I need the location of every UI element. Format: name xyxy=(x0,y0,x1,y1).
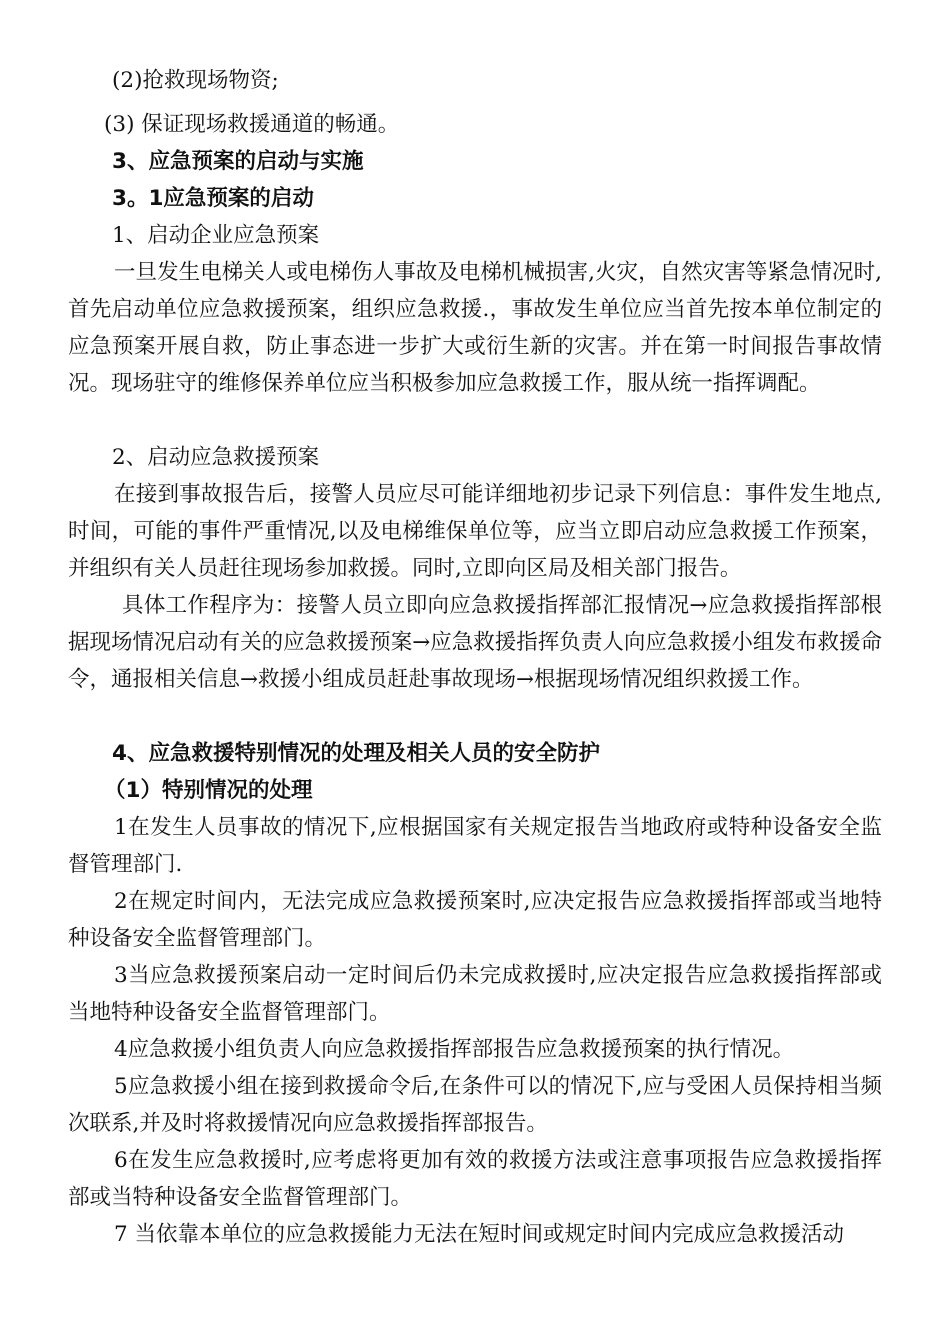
list-item-2: (2)抢救现场物资; xyxy=(112,68,279,93)
list-item-4: 4应急救援小组负责人向应急救援指挥部报告应急救援预案的执行情况。 xyxy=(114,1037,795,1062)
subsection-heading-special: （1）特别情况的处理 xyxy=(104,778,313,803)
list-item-3-unfinished: 3当应急救援预案启动一定时间后仍未完成救援时,应决定报告应急救援指挥部或当地特种设备安全监督管理部门。 xyxy=(68,963,882,1025)
list-item-7: 7 当依靠本单位的应急救援能力无法在短时间或规定时间内完成应急救援活动 xyxy=(114,1222,845,1247)
list-item-3: (3) 保证现场救援通道的畅通。 xyxy=(104,112,400,137)
item-heading-2: 2、启动应急救援预案 xyxy=(112,445,320,470)
item-heading-1: 1、启动企业应急预案 xyxy=(112,223,320,248)
paragraph-accident-report: 在接到事故报告后，接警人员应尽可能详细地初步记录下列信息：事件发生地点,时间，可能的事件严重情况,以及电梯维保单位等，应当立即启动应急救援工作预案，并组织有关人员赶往现场参加救援。同时,立即向区局及相关部门报告。 xyxy=(68,482,882,581)
paragraph-work-procedure: 具体工作程序为：接警人员立即向应急救援指挥部汇报情况→应急救援指挥部根据现场情况启动有关的应急救援预案→应急救援指挥负责人向应急救援小组发布救援命令，通报相关信息→救援小组成员赶赴事故现场→根据现场情况组织救援工作。 xyxy=(68,593,882,692)
list-item-2-timeout: 2在规定时间内，无法完成应急救援预案时,应决定报告应急救援指挥部或当地特种设备安全监督管理部门。 xyxy=(68,889,882,951)
list-item-5: 5应急救援小组在接到救援命令后,在条件可以的情况下,应与受困人员保持相当频次联系,并及时将救援情况向应急救援指挥部报告。 xyxy=(68,1074,882,1136)
subsection-heading-3-1: 3。1应急预案的启动 xyxy=(112,186,314,211)
paragraph-enterprise-plan: 一旦发生电梯关人或电梯伤人事故及电梯机械损害,火灾，自然灾害等紧急情况时,首先启动单位应急救援预案，组织应急救援.，事故发生单位应当首先按本单位制定的应急预案开展自救，防止事态进一步扩大或衍生新的灾害。并在第一时间报告事故情况。现场驻守的维修保养单位应当积极参加应急救援工作，服从统一指挥调配。 xyxy=(68,260,882,396)
list-item-6: 6在发生应急救援时,应考虑将更加有效的救援方法或注意事项报告应急救援指挥部或当特种设备安全监督管理部门。 xyxy=(68,1148,882,1210)
section-heading-3: 3、应急预案的启动与实施 xyxy=(112,149,364,174)
list-item-1: 1在发生人员事故的情况下,应根据国家有关规定报告当地政府或特种设备安全监督管理部门. xyxy=(68,815,882,877)
section-heading-4: 4、应急救援特别情况的处理及相关人员的安全防护 xyxy=(112,741,600,766)
